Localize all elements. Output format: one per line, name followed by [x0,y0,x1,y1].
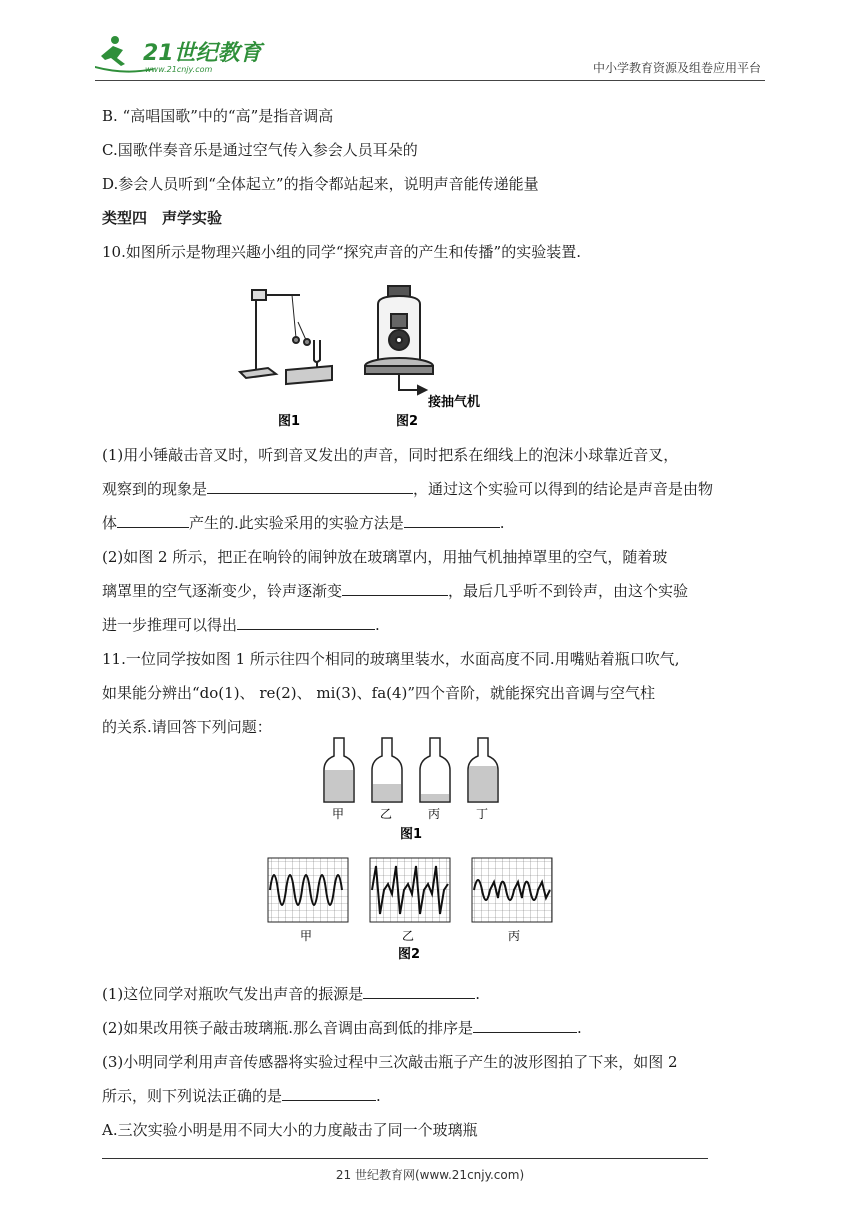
pump-label: 接抽气机 [428,395,481,410]
question-10: 10.如图所示是物理兴趣小组的同学“探究声音的产生和传播”的实验装置. [102,243,581,261]
answer-blank[interactable] [282,1086,376,1101]
q10-apparatus-figure [238,280,508,430]
option-d: D.参会人员听到“全体起立”的指令都站起来，说明声音能传递能量 [102,175,539,193]
fig11-2-label: 图2 [398,947,421,962]
q10-1-line3: 体 产生的.此实验采用的实验方法是 . [102,514,505,532]
q11-3-line1: (3)小明同学利用声音传感器将实验过程中三次敲击瓶子产生的波形图拍了下来，如图 2 [102,1053,678,1071]
answer-blank[interactable] [117,513,189,528]
q11-option-a: A.三次实验小明是用不同大小的力度敲击了同一个玻璃瓶 [102,1121,478,1139]
q10-1-line2: 观察到的现象是 ，通过这个实验可以得到的结论是声音是由物 [102,480,714,498]
page-header [95,28,765,81]
answer-blank[interactable] [342,581,448,596]
q11-line2: 如果能分辨出“do(1)、 re(2)、 mi(3)、fa(4)”四个音阶，就能探究出音调与空气柱 [102,684,656,702]
answer-blank[interactable] [363,984,475,999]
wave-label: 丙 [508,929,521,943]
answer-blank[interactable] [404,513,500,528]
bottle-label: 丁 [476,807,489,821]
fig2-label: 图2 [396,414,419,429]
fig11-1-label: 图1 [400,827,423,842]
option-b: B. “高唱国歌”中的“高”是指音调高 [102,107,334,125]
svg-text:21世纪教育: 21世纪教育 [143,41,262,66]
q11-line1: 11.一位同学按如图 1 所示往四个相同的玻璃里装水，水面高度不同.用嘴贴着瓶口吹气, [102,650,680,668]
waveforms-figure [264,854,554,964]
fig1-label: 图1 [278,414,301,429]
q10-2-line1: (2)如图 2 所示，把正在响铃的闹钟放在玻璃罩内，用抽气机抽掉罩里的空气，随着玻 [102,548,668,566]
q11-line3: 的关系.请回答下列问题： [102,718,272,736]
q10-1-line1: (1)用小锤敲击音叉时，听到音叉发出的声音，同时把系在细线上的泡沫小球靠近音叉， [102,446,679,464]
q11-2: (2)如果改用筷子敲击玻璃瓶.那么音调由高到低的排序是 . [102,1019,582,1037]
wave-label: 甲 [300,929,313,943]
answer-blank[interactable] [237,615,375,630]
answer-blank[interactable] [207,479,413,494]
bottle-label: 丙 [428,807,441,821]
option-c: C.国歌伴奏音乐是通过空气传入参会人员耳朵的 [102,141,418,159]
wave-label: 乙 [402,929,415,943]
answer-blank[interactable] [473,1018,577,1033]
svg-text:www.21cnjy.com: www.21cnjy.com [145,65,213,74]
footer-divider [102,1158,708,1159]
page-footer: 21 世纪教育网(www.21cnjy.com) [335,1168,525,1182]
q10-2-line2: 璃罩里的空气逐渐变少，铃声逐渐变 ，最后几乎听不到铃声，由这个实验 [102,582,689,600]
section-heading: 类型四 声学实验 [102,209,223,227]
bottle-label: 甲 [332,807,345,821]
site-logo [95,32,265,76]
q11-1: (1)这位同学对瓶吹气发出声音的振源是 . [102,985,481,1003]
bottle-label: 乙 [380,807,393,821]
header-platform-name: 中小学教育资源及组卷应用平台 [592,61,761,75]
q10-2-line3: 进一步推理可以得出 . [102,616,380,634]
q11-3-line2: 所示，则下列说法正确的是 . [102,1087,381,1105]
bottles-figure [322,736,502,842]
